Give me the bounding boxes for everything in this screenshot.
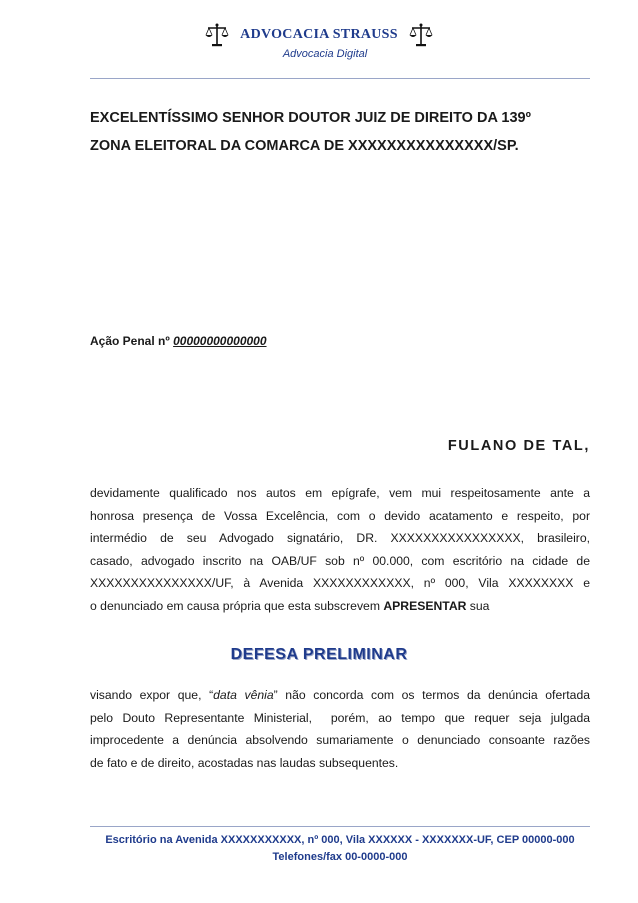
paragraph-line: casado, advogado inscrito na OAB/UF sob nº 00.000, com escritório na cidade de: [90, 553, 590, 568]
process-number-value: 00000000000000: [173, 334, 267, 348]
paragraph-text: visando expor que, “: [90, 688, 214, 702]
paragraph-text: sua: [466, 598, 490, 613]
process-number: [90, 334, 267, 348]
italic-text: data vênia: [213, 688, 274, 702]
purpose-paragraph: [90, 684, 590, 774]
paragraph-line: improcedente a denúncia absolvendo sumariamente o denunciado consoante razões: [90, 733, 590, 748]
brand-name: ADVOCACIA STRAUSS: [240, 27, 398, 42]
footer-address: [90, 832, 590, 866]
paragraph-line: honrosa presença de Vossa Excelência, com o devido acatamento e respeito, por: [90, 508, 590, 523]
brand-subtitle: Advocacia Digital: [282, 48, 368, 60]
paragraph-line: devidamente qualificado nos autos em epígrafe, vem mui respeitosamente ante a: [90, 486, 590, 500]
brand-row: [0, 22, 638, 48]
footer-line: Telefones/fax 00-0000-000: [272, 851, 408, 863]
paragraph-line: [90, 684, 590, 707]
footer-divider: [90, 826, 590, 827]
footer-line: Escritório na Avenida XXXXXXXXXXX, nº 000, Vila XXXXXX - XXXXXXX-UF, CEP 00000-000: [105, 834, 575, 846]
paragraph-text: ” não concorda com os termos da denúncia ofertada: [273, 688, 590, 702]
addressee-line: ZONA ELEITORAL DA COMARCA DE XXXXXXXXXXXXXXX/SP.: [90, 138, 519, 154]
paragraph-line: intermédio de seu Advogado signatário, DR. XXXXXXXXXXXXXXXX, brasileiro,: [90, 531, 590, 546]
document-title: DEFESA PRELIMINAR: [230, 646, 408, 663]
party-name: FULANO DE TAL,: [447, 438, 590, 454]
paragraph-line: [90, 595, 590, 618]
emphasis-text: APRESENTAR: [383, 598, 467, 613]
addressee-heading: [90, 104, 590, 160]
process-label: Ação Penal nº: [90, 334, 170, 348]
paragraph-line: XXXXXXXXXXXXXXX/UF, à Avenida XXXXXXXXXXXX, nº 000, Vila XXXXXXXX e: [90, 576, 590, 591]
addressee-line: EXCELENTÍSSIMO SENHOR DOUTOR JUIZ DE DIREITO DA 139º: [90, 110, 531, 126]
paragraph-text: o denunciado em causa própria que esta subscrevem: [90, 598, 384, 613]
qualification-paragraph: [90, 482, 590, 618]
header-divider: [90, 78, 590, 79]
paragraph-line: pelo Douto Representante Ministerial, porém, ao tempo que requer seja julgada: [90, 710, 590, 725]
paragraph-line: de fato e de direito, acostadas nas laudas subsequentes.: [90, 755, 399, 770]
letterhead: [0, 22, 638, 60]
scales-of-justice-icon: [204, 22, 230, 48]
scales-of-justice-icon: [408, 22, 434, 48]
